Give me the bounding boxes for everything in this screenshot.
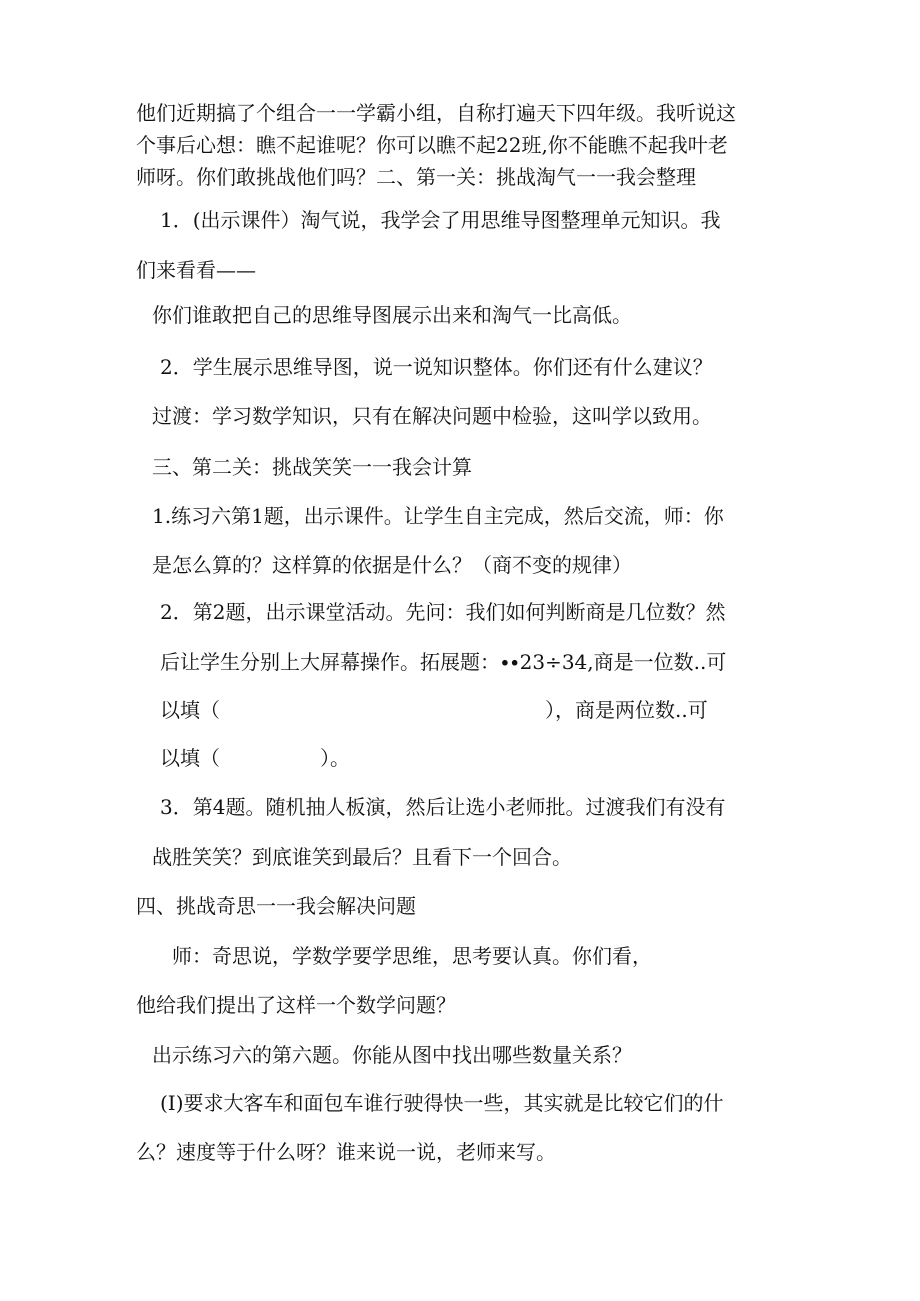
blank-prefix: 以填（ bbox=[160, 746, 220, 770]
blank-suffix: ）。 bbox=[320, 746, 350, 770]
paragraph-line: 2．第2题，出示课堂活动。先问：我们如何判断商是几位数？然 bbox=[160, 600, 726, 624]
blank-suffix: ），商是两位数..可 bbox=[545, 698, 708, 722]
paragraph-line: 后让学生分别上大屏幕操作。拓展题：∙∙23÷34,商是一位数..可 bbox=[160, 650, 727, 674]
paragraph-line: 们来看看—— bbox=[136, 258, 256, 282]
paragraph-line: 他们近期搞了个组合一一学霸小组，自称打遍天下四年级。我听说这 bbox=[136, 101, 736, 125]
paragraph-line: 出示练习六的第六题。你能从图中找出哪些数量关系？ bbox=[152, 1043, 632, 1067]
fill-blank-line bbox=[160, 698, 708, 722]
section-heading: 四、挑战奇思一一我会解决问题 bbox=[136, 894, 416, 918]
paragraph-line: 是怎么算的？这样算的依据是什么？（商不变的规律） bbox=[152, 553, 632, 577]
paragraph-line: 过渡：学习数学知识，只有在解决问题中检验，这叫学以致用。 bbox=[152, 404, 712, 428]
paragraph-line: 师呀。你们敢挑战他们吗？二、第一关：挑战淘气一一我会整理 bbox=[136, 165, 696, 189]
paragraph-line: 2．学生展示思维导图，说一说知识整体。你们还有什么建议？ bbox=[160, 355, 713, 379]
paragraph-line: 3．第4题。随机抽人板演，然后让选小老师批。过渡我们有没有 bbox=[160, 795, 726, 819]
paragraph-line: 么？速度等于什么呀？谁来说一说，老师来写。 bbox=[136, 1140, 556, 1164]
fill-blank-line bbox=[160, 746, 350, 770]
blank-prefix: 以填（ bbox=[160, 698, 220, 722]
paragraph-line: 他给我们提出了这样一个数学问题？ bbox=[136, 993, 456, 1017]
section-heading: 三、第二关：挑战笑笑一一我会计算 bbox=[152, 455, 472, 479]
paragraph-line: 个事后心想：瞧不起谁呢？你可以瞧不起22班,你不能瞧不起我叶老 bbox=[136, 133, 728, 157]
paragraph-line: 师：奇思说，学数学要学思维，思考要认真。你们看， bbox=[172, 944, 652, 968]
paragraph-line: (I)要求大客车和面包车谁行驶得快一些，其实就是比较它们的什 bbox=[160, 1091, 724, 1115]
paragraph-line: 1.练习六第1题，出示课件。让学生自主完成，然后交流，师：你 bbox=[152, 504, 724, 528]
paragraph-line: 你们谁敢把自己的思维导图展示出来和淘气一比高低。 bbox=[152, 303, 632, 327]
paragraph-line: 战胜笑笑？到底谁笑到最后？且看下一个回合。 bbox=[152, 845, 572, 869]
paragraph-line: 1．(出示课件）淘气说，我学会了用思维导图整理单元知识。我 bbox=[160, 208, 721, 232]
